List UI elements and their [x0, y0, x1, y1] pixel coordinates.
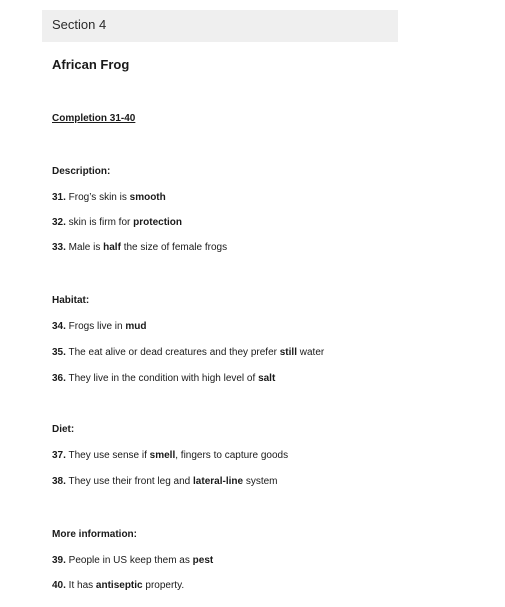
- question-text: Frogs live in: [65, 321, 126, 332]
- question-text: People in US keep them as: [65, 555, 193, 566]
- question-text: They use sense if: [65, 450, 150, 461]
- question-37: [52, 450, 288, 461]
- question-text: Male is: [65, 242, 104, 253]
- question-number: 40.: [52, 580, 66, 591]
- question-text: Frog’s skin is: [65, 192, 130, 203]
- question-33: [52, 242, 227, 253]
- section-label: Section 4: [52, 17, 107, 32]
- question-number: 38.: [52, 476, 66, 487]
- question-text-tail: , fingers to capture goods: [175, 450, 289, 461]
- question-38: [52, 476, 278, 487]
- answer-keyword: salt: [258, 373, 276, 384]
- answer-keyword: half: [103, 242, 121, 253]
- section-header-bar: [42, 10, 398, 42]
- answer-keyword: smell: [149, 450, 176, 461]
- page-title: African Frog: [52, 57, 130, 72]
- question-39: [52, 555, 213, 566]
- group-heading-habitat: Habitat:: [52, 295, 90, 306]
- completion-subtitle: Completion 31-40: [52, 113, 136, 124]
- answer-keyword: still: [279, 347, 297, 358]
- question-text-tail: property.: [142, 580, 185, 591]
- question-35: [52, 347, 324, 358]
- answer-keyword: smooth: [129, 192, 166, 203]
- answer-keyword: protection: [133, 217, 183, 228]
- question-text-tail: water: [296, 347, 325, 358]
- question-text: The eat alive or dead creatures and they prefer: [65, 347, 280, 358]
- question-number: 33.: [52, 242, 66, 253]
- question-number: 34.: [52, 321, 66, 332]
- question-text-tail: the size of female frogs: [120, 242, 228, 253]
- question-32: [52, 217, 182, 228]
- answer-keyword: lateral-line: [193, 476, 244, 487]
- answer-keyword: antiseptic: [95, 580, 143, 591]
- question-31: [52, 192, 166, 203]
- group-heading-diet: Diet:: [52, 424, 75, 435]
- answer-keyword: pest: [192, 555, 214, 566]
- answer-keyword: mud: [125, 321, 147, 332]
- question-text: It has: [65, 580, 96, 591]
- question-number: 32.: [52, 217, 66, 228]
- group-heading-more-information: More information:: [52, 529, 137, 540]
- question-number: 31.: [52, 192, 66, 203]
- question-text: skin is firm for: [65, 217, 134, 228]
- question-text: They use their front leg and: [65, 476, 194, 487]
- question-text-tail: system: [243, 476, 278, 487]
- question-40: [52, 580, 184, 591]
- question-34: [52, 321, 146, 332]
- question-number: 36.: [52, 373, 66, 384]
- question-number: 37.: [52, 450, 66, 461]
- group-heading-description: Description:: [52, 166, 111, 177]
- question-text: They live in the condition with high level of: [65, 373, 259, 384]
- question-number: 35.: [52, 347, 66, 358]
- question-36: [52, 373, 275, 384]
- question-number: 39.: [52, 555, 66, 566]
